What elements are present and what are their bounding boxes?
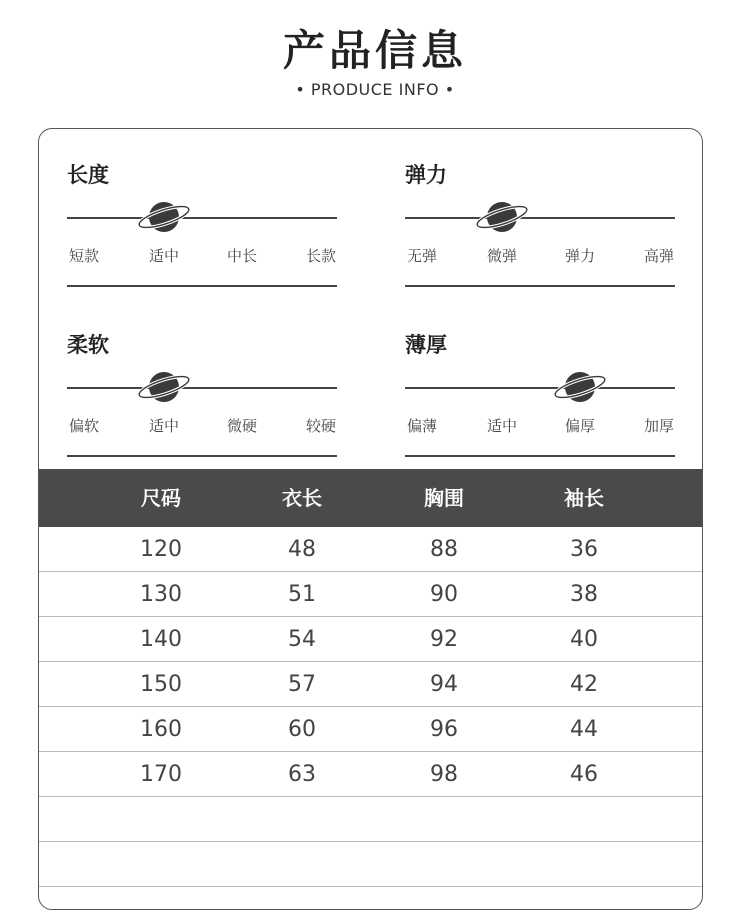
attr-option: 加厚: [643, 417, 675, 435]
table-cell: 150: [140, 672, 182, 697]
attr-scale-line: [405, 387, 675, 389]
attr-option: 微硬: [226, 417, 258, 435]
table-cell: 63: [288, 762, 316, 787]
page-subtitle: • PRODUCE INFO •: [295, 80, 455, 99]
attr-option: 偏薄: [406, 417, 438, 435]
attr-scale-line: [67, 217, 337, 219]
table-row: [39, 572, 702, 617]
table-cell: 170: [140, 762, 182, 787]
attr-softness: [67, 329, 337, 459]
table-header-cell: 衣长: [282, 486, 322, 510]
attr-title: 柔软: [67, 333, 109, 357]
table-cell: 48: [288, 537, 316, 562]
table-cell: 44: [570, 717, 598, 742]
table-cell: 38: [570, 582, 598, 607]
attr-option: 适中: [148, 247, 180, 265]
table-cell: 36: [570, 537, 598, 562]
table-cell: 98: [430, 762, 458, 787]
table-cell: 96: [430, 717, 458, 742]
table-row: [39, 752, 702, 797]
attr-divider: [67, 455, 337, 457]
attr-thickness: [405, 329, 675, 459]
attr-divider: [67, 285, 337, 287]
planet-icon: [474, 199, 530, 235]
table-cell: 57: [288, 672, 316, 697]
table-cell: 88: [430, 537, 458, 562]
table-row: [39, 617, 702, 662]
attr-title: 长度: [67, 163, 109, 187]
attr-option: 短款: [68, 247, 100, 265]
table-cell: 94: [430, 672, 458, 697]
table-cell: 51: [288, 582, 316, 607]
table-cell: 90: [430, 582, 458, 607]
table-row-empty: [39, 842, 702, 887]
planet-icon: [552, 369, 608, 405]
attr-option: 较硬: [305, 417, 337, 435]
page-title: 产品信息: [282, 26, 467, 75]
table-cell: 120: [140, 537, 182, 562]
table-cell: 60: [288, 717, 316, 742]
attr-option: 无弹: [406, 247, 438, 265]
attr-divider: [405, 455, 675, 457]
product-info-card: [38, 128, 703, 910]
attr-title: 弹力: [405, 163, 447, 187]
attr-option: 中长: [226, 247, 258, 265]
attr-option: 适中: [486, 417, 518, 435]
table-header-cell: 尺码: [141, 486, 181, 510]
table-cell: 160: [140, 717, 182, 742]
size-table-header: [39, 469, 702, 527]
attr-option: 高弹: [643, 247, 675, 265]
attr-elasticity: [405, 159, 675, 289]
attr-option: 适中: [148, 417, 180, 435]
attr-scale-line: [405, 217, 675, 219]
attr-option: 偏厚: [564, 417, 596, 435]
attr-length: [67, 159, 337, 289]
table-row: [39, 707, 702, 752]
table-cell: 42: [570, 672, 598, 697]
attr-title: 薄厚: [405, 333, 447, 357]
table-row: [39, 527, 702, 572]
attr-option: 弹力: [564, 247, 596, 265]
table-row: [39, 662, 702, 707]
table-row-empty: [39, 797, 702, 842]
planet-icon: [136, 369, 192, 405]
attr-option: 偏软: [68, 417, 100, 435]
table-header-cell: 袖长: [564, 486, 604, 510]
table-cell: 92: [430, 627, 458, 652]
table-cell: 46: [570, 762, 598, 787]
table-cell: 140: [140, 627, 182, 652]
table-cell: 54: [288, 627, 316, 652]
attr-option: 长款: [305, 247, 337, 265]
planet-icon: [136, 199, 192, 235]
attr-divider: [405, 285, 675, 287]
table-cell: 40: [570, 627, 598, 652]
attr-option: 微弹: [486, 247, 518, 265]
table-header-cell: 胸围: [424, 486, 464, 510]
table-cell: 130: [140, 582, 182, 607]
attr-scale-line: [67, 387, 337, 389]
